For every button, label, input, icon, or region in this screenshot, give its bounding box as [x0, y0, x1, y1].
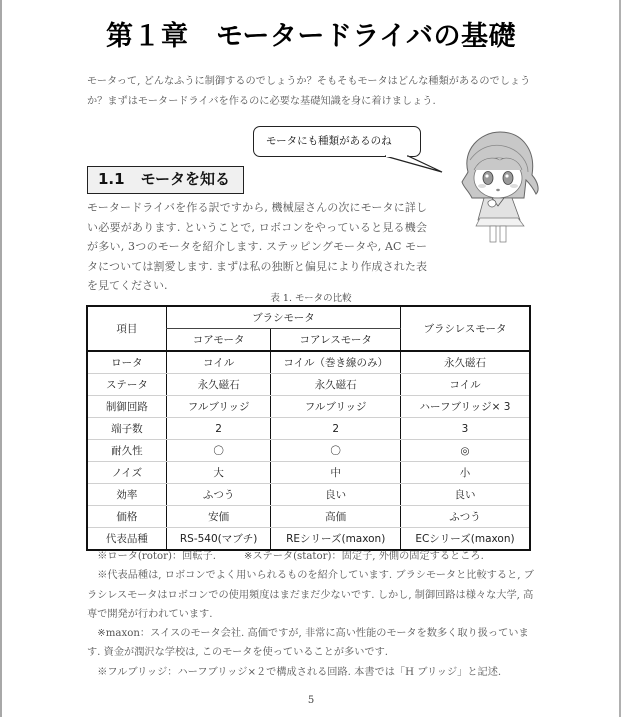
table-header-row-1 — [87, 306, 530, 329]
header-brushless-motor: ブラシレスモータ — [400, 306, 530, 351]
row-label: 効率 — [87, 484, 166, 506]
cell-coreless: 中 — [271, 462, 401, 484]
header-core-motor: コアモータ — [166, 329, 271, 352]
cell-coreless: コイル（巻き線のみ） — [271, 351, 401, 374]
table-row — [87, 462, 530, 484]
table-row — [87, 418, 530, 440]
row-label: ノイズ — [87, 462, 166, 484]
cell-coreless: 良い — [271, 484, 401, 506]
cell-core: コイル — [166, 351, 271, 374]
row-label: 端子数 — [87, 418, 166, 440]
cell-coreless: 2 — [271, 418, 401, 440]
cell-brushless: 良い — [400, 484, 530, 506]
header-coreless-motor: コアレスモータ — [271, 329, 401, 352]
cell-core: RS-540(マブチ) — [166, 528, 271, 551]
cell-brushless: コイル — [400, 374, 530, 396]
table-row — [87, 484, 530, 506]
cell-coreless: フルブリッジ — [271, 396, 401, 418]
cell-core: 2 — [166, 418, 271, 440]
note-maxon: ※maxon：スイスのモータ会社. 高価ですが, 非常に高い性能のモータを数多く取り扱っています. 資金が潤沢な学校は, このモータを使っていることが多いです. — [87, 628, 529, 659]
section-body-paragraph: モータードライバを作る訳ですから, 機械屋さんの次にモータに詳しい必要があります. ということで, ロボコンをやっていると見る機会が多い, 3つのモータを紹介します. ステッピングモータや, AC モータについては割愛します. まずは私の独断と偏見により作成された表を見てください. — [87, 201, 427, 292]
cell-coreless: 永久磁石 — [271, 374, 401, 396]
table-caption: 表 1. モータの比較 — [270, 293, 352, 304]
cell-core: 永久磁石 — [166, 374, 271, 396]
header-brush-motor: ブラシモータ — [166, 306, 400, 329]
note-representative: ※代表品種は, ロボコンでよく用いられるものを紹介しています. ブラシモータと比較すると, ブラシレスモータはロボコンでの使用頻度はまだまだ少ないです. しかし, 制御回路は様々な大学, 高専で開発が行われています. — [87, 570, 534, 620]
note-rotor: ※ロータ(rotor)：回転子. — [97, 551, 216, 562]
cell-coreless: REシリーズ(maxon) — [271, 528, 401, 551]
section-title: モータを知る — [140, 170, 230, 188]
cell-brushless: ふつう — [400, 506, 530, 528]
table-row — [87, 440, 530, 462]
table-row — [87, 506, 530, 528]
speech-bubble-tail-icon — [0, 0, 622, 200]
cell-brushless: 永久磁石 — [400, 351, 530, 374]
cell-brushless: 3 — [400, 418, 530, 440]
row-label: 価格 — [87, 506, 166, 528]
cell-core: フルブリッジ — [166, 396, 271, 418]
motor-comparison-table — [86, 305, 531, 551]
cell-core: 安価 — [166, 506, 271, 528]
note-rotor-stator — [87, 547, 542, 566]
section-number: 1.1 — [98, 170, 125, 188]
row-label: ステータ — [87, 374, 166, 396]
note-fullbridge: ※フルブリッジ：ハーフブリッジ×２で構成される回路. 本書では「H ブリッジ」と記述. — [97, 666, 502, 678]
cell-brushless: ハーフブリッジ× 3 — [400, 396, 530, 418]
row-label: 制御回路 — [87, 396, 166, 418]
row-label: 代表品種 — [105, 533, 148, 545]
note-stator: ※ステータ(stator)：固定子, 外側の固定するところ. — [243, 551, 484, 562]
cell-core: 大 — [166, 462, 271, 484]
row-label: ロータ — [87, 351, 166, 374]
page-number: 5 — [307, 695, 315, 706]
table-row — [87, 396, 530, 418]
footnotes — [87, 547, 542, 682]
cell-core: ふつう — [166, 484, 271, 506]
table-row — [87, 374, 530, 396]
header-item: 項目 — [87, 306, 166, 351]
speech-bubble-text: モータにも種類があるのね — [266, 135, 392, 147]
cell-coreless: 〇 — [271, 440, 401, 462]
chapter-title: 第１章 モータードライバの基礎 — [105, 21, 517, 52]
cell-coreless: 高価 — [271, 506, 401, 528]
cell-brushless: ECシリーズ(maxon) — [400, 528, 530, 551]
intro-paragraph: モータって, どんなふうに制御するのでしょうか？そもそもモータはどんな種類があるのでしょうか？まずはモータードライバを作るのに必要な基礎知識を身に着けましょう. — [87, 76, 531, 107]
cell-brushless: 小 — [400, 462, 530, 484]
table-row — [87, 351, 530, 374]
cell-brushless: ◎ — [400, 440, 530, 462]
cell-core: 〇 — [166, 440, 271, 462]
row-label: 耐久性 — [87, 440, 166, 462]
